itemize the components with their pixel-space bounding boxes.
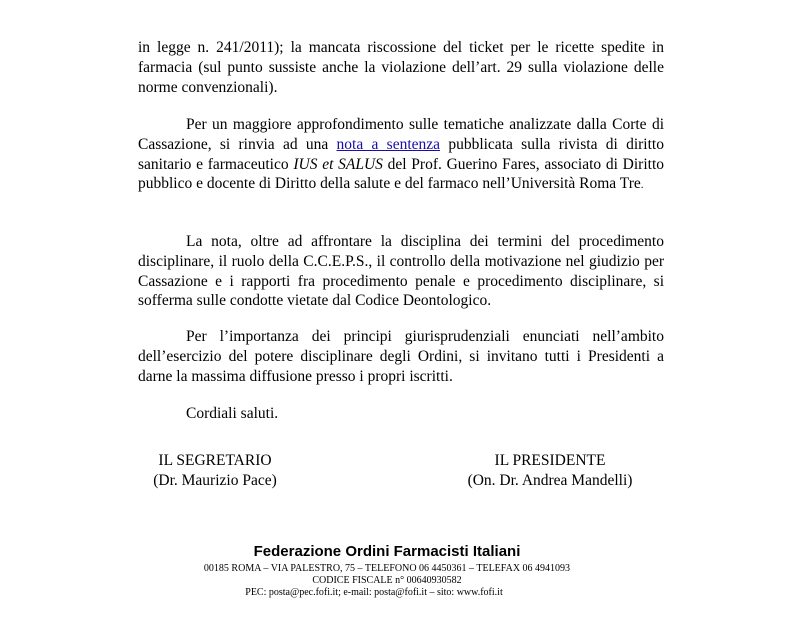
journal-title: IUS et SALUS (293, 155, 383, 173)
footer-organization: Federazione Ordini Farmacisti Italiani (253, 543, 521, 560)
paragraph-3-text: La nota, oltre ad affrontare la disciplina dei termini del procedimento disciplinare, il ruolo della C.C.E.P.S., il controllo della motivazione nel giudizio per Cassazione e i rapporti fra procedimento penale e procedimento disciplinare, si sofferma sulle condotte vietate dal Codice Deontologico. (138, 233, 664, 310)
footer-contacts: PEC: posta@pec.fofi.it; e-mail: posta@fofi.it – sito: www.fofi.it (245, 587, 503, 598)
paragraph-2-period: . (640, 179, 644, 192)
closing-text: Cordiali saluti. (186, 405, 279, 422)
secretary-name: (Dr. Maurizio Pace) (153, 472, 277, 489)
paragraph-2-text-middle: pubblicata sulla rivista di diritto sanitario e farmaceutico (138, 135, 664, 173)
closing (138, 404, 664, 424)
secretary-title: IL SEGRETARIO (158, 452, 272, 469)
paragraph-2-text-before: Per un maggiore approfondimento sulle tematiche analizzate dalla Corte di Cassazione, si rinvia ad una (138, 116, 664, 153)
signature-secretary (140, 451, 290, 491)
paragraph-4-text: Per l’importanza dei principi giurisprudenziali enunciati nell’ambito dell’esercizio del potere disciplinare degli Ordini, si invitano tutti i Presidenti a darne la massima diffusione presso i propri iscritti. (138, 328, 664, 385)
paragraph-1-text: in legge n. 241/2011); la mancata riscossione del ticket per le ricette spedite in farmacia (sul punto sussiste anche la violazione dell’art. 29 sulla violazione delle norme convenzionali). (138, 39, 664, 96)
footer-address: 00185 ROMA – VIA PALESTRO, 75 – TELEFONO 06 4450361 – TELEFAX 06 4941093 (203, 563, 571, 574)
nota-a-sentenza-link[interactable]: nota a sentenza (336, 135, 441, 153)
paragraph-1 (138, 38, 664, 97)
paragraph-4 (138, 327, 664, 386)
paragraph-2 (138, 115, 664, 196)
paragraph-2-text-after: del Prof. Guerino Fares, associato di Diritto pubblico e docente di Diritto della salute e del farmaco nell’Università Roma Tre (138, 155, 664, 193)
president-name: (On. Dr. Andrea Mandelli) (467, 472, 633, 489)
footer-fiscal-code: CODICE FISCALE n° 00640930582 (312, 575, 462, 586)
signature-president (450, 451, 650, 491)
president-title: IL PRESIDENTE (494, 452, 606, 469)
paragraph-3 (138, 232, 664, 311)
